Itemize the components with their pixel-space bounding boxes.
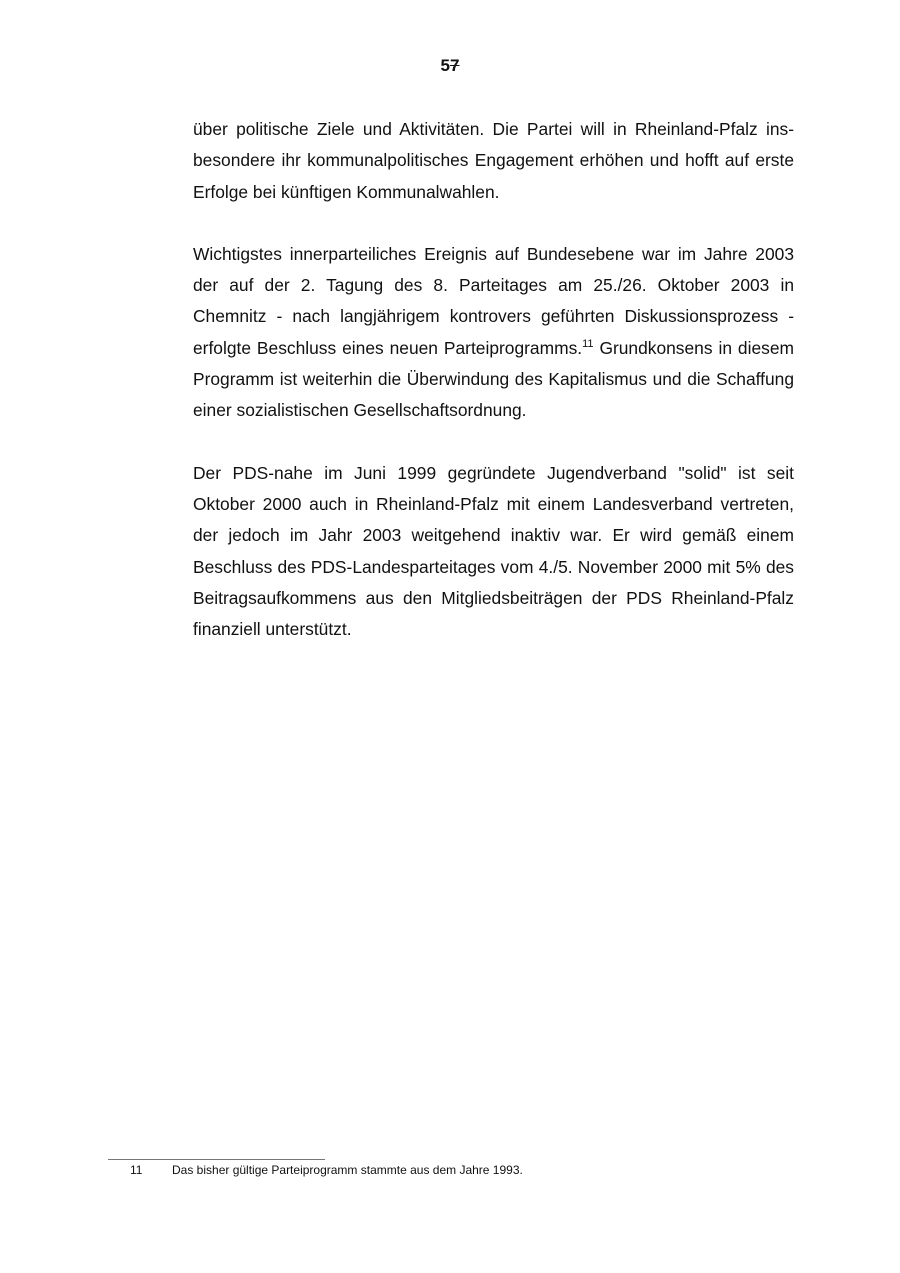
paragraph-text-after-footnote: Grundkonsens in diesem Programm ist weiterhin die Überwindung des Kapitalismus und die Schaffung einer sozialistischen Gesellschaftsordnung.	[193, 337, 794, 421]
page-number	[0, 56, 900, 76]
footnote-reference[interactable]: 11	[582, 337, 594, 350]
paragraph-youth-association: Der PDS-nahe im Juni 1999 gegründete Jugendverband "solid" ist seit Oktober 2000 auch in Rheinland-Pfalz mit einem Landesverband vertreten, der jedoch im Jahr 2003 weitgehend inaktiv war. Er wird gemäß einem Beschluss des PDS-Landesparteitages vom 4./5. November 2000 mit 5% des Beitragsaufkommens aus den Mitgliedsbeiträgen der PDS Rheinland-Pfalz finanziell unterstützt.	[193, 462, 794, 640]
footnote-number: 11	[130, 1163, 143, 1177]
page-number-struck: 7	[450, 56, 460, 75]
paragraph-text-before-footnote: Wichtigstes innerparteiliches Ereignis auf Bundesebene war im Jahre 2003 der auf der 2. Tagung des 8. Parteitages am 25./26. Oktober 2003 in Chemnitz - nach langjährigem kontrovers geführten Diskussionsprozess - erfolgte Beschluss eines neuen Parteiprogramms.	[193, 243, 794, 358]
footnote-text: Das bisher gültige Parteiprogramm stammte aus dem Jahre 1993.	[172, 1163, 523, 1177]
page-number-prefix: 5	[440, 56, 450, 75]
paragraph-party-goals: über politische Ziele und Aktivitäten. Die Partei will in Rheinland-Pfalz insbesondere ihr kommunalpolitisches Engagement erhöhen und hofft auf erste Erfolge bei künftigen Kommunalwahlen.	[193, 119, 794, 202]
paragraph-party-program	[193, 239, 794, 427]
body-text	[193, 114, 794, 676]
footnote-divider	[108, 1159, 325, 1160]
